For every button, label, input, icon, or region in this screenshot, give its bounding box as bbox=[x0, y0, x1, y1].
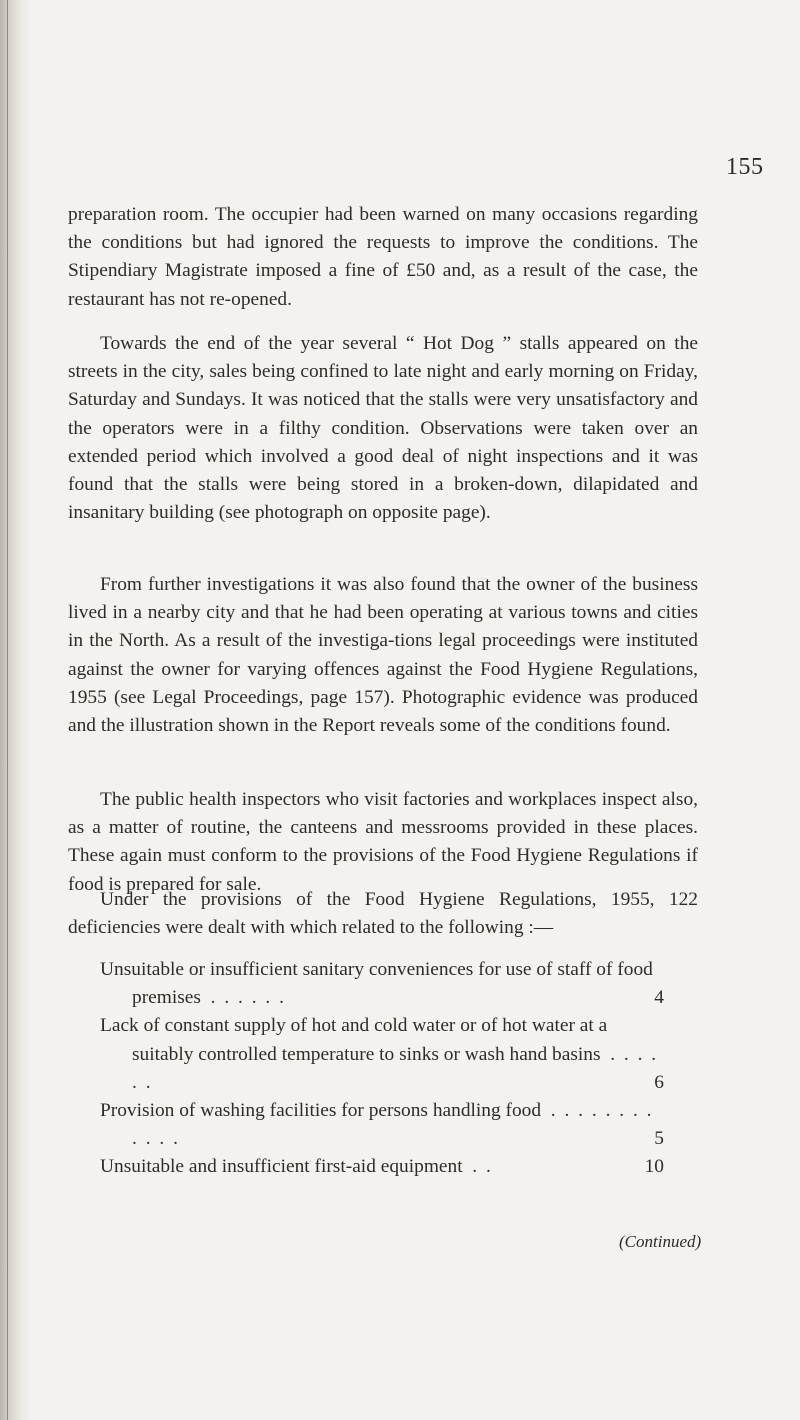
list-item-text: Lack of constant supply of hot and cold water or of hot water at a suitably controlled temperature to sinks or wash hand basins bbox=[100, 1015, 608, 1065]
paragraph-restaurant-case: preparation room. The occupier had been warned on many occasions regarding the conditions but had ignored the requests to improve the conditions. The Stipendiary Magistrate imposed a fine of £50 and, as a result of the case, the restaurant has not re-opened. bbox=[68, 204, 698, 310]
list-item bbox=[100, 1012, 664, 1097]
continued-label: (Continued) bbox=[619, 1232, 702, 1251]
list-item bbox=[100, 1153, 664, 1181]
paragraph-deficiencies-intro: Under the provisions of the Food Hygiene Regulations, 1955, 122 deficiencies were dealt with which related to the following :— bbox=[68, 889, 698, 939]
deficiencies-list bbox=[100, 956, 664, 1182]
paragraph-canteens: The public health inspectors who visit factories and workplaces inspect also, as a matter of routine, the canteens and messrooms provided in these places. These again must conform to the provisions of the Food Hygiene Regulations if food is prepared for sale. bbox=[68, 789, 698, 895]
paragraph-hot-dog-stalls: Towards the end of the year several “ Hot Dog ” stalls appeared on the streets in the city, sales being confined to late night and early morning on Friday, Saturday and Sundays. It was noticed that the stalls were very unsatisfactory and the operators were in a filthy condition. Observations were taken over an extended period which involved a good deal of night inspections and it was found that the stalls were being stored in a broken-down, dilapidated and insanitary building (see photograph on opposite page). bbox=[68, 333, 698, 524]
leader-dots: . . . . . . . . . . . . bbox=[132, 1100, 654, 1150]
list-item bbox=[100, 956, 664, 1012]
list-item-count: 10 bbox=[644, 1156, 664, 1178]
list-item-count: 6 bbox=[654, 1071, 664, 1093]
leader-dots: . . bbox=[472, 1156, 493, 1178]
list-item bbox=[100, 1097, 664, 1153]
leader-dots: . . . . . . bbox=[210, 987, 286, 1009]
list-item-text: Unsuitable and insufficient first-aid equipment bbox=[100, 1156, 463, 1178]
page-number: 155 bbox=[726, 154, 764, 180]
page-binding-shadow bbox=[0, 0, 30, 1420]
leader-dots: . . . . . . bbox=[132, 1043, 659, 1093]
list-item-text: Provision of washing facilities for persons handling food bbox=[100, 1100, 542, 1122]
page-binding-edge bbox=[7, 0, 8, 1420]
list-item-text: Unsuitable or insufficient sanitary conveniences for use of staff of food premises bbox=[100, 959, 653, 1009]
paragraph-investigations: From further investigations it was also found that the owner of the business lived in a nearby city and that he had been operating at various towns and cities in the North. As a result of the investiga-tions legal proceedings were instituted against the owner for varying offences against the Food Hygiene Regulations, 1955 (see Legal Proceedings, page 157). Photographic evidence was produced and the illustration shown in the Report reveals some of the conditions found. bbox=[68, 574, 698, 737]
list-item-count: 4 bbox=[654, 987, 664, 1009]
list-item-count: 5 bbox=[654, 1128, 664, 1150]
